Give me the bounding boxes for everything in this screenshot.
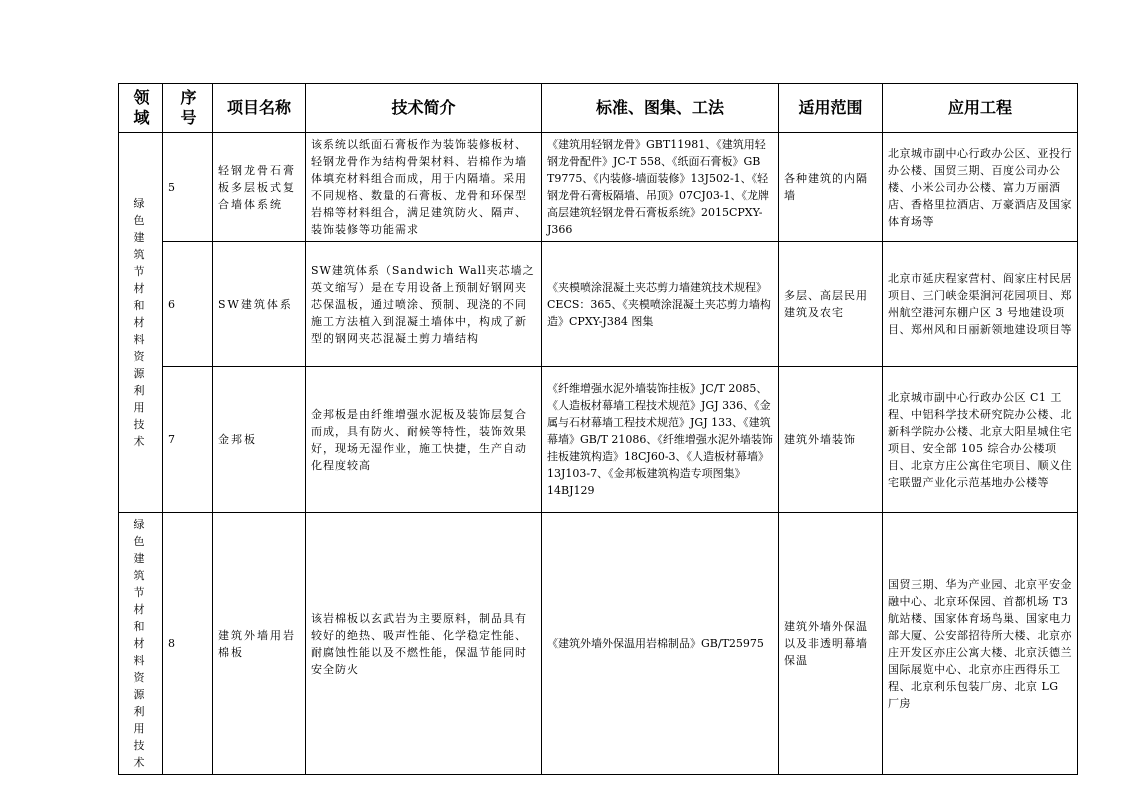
row-number: 5 — [163, 133, 213, 242]
technology-table — [118, 83, 1078, 775]
field-cell: 绿色建筑节材和材料资源利用技术 — [119, 513, 163, 775]
header-scope: 适用范围 — [779, 84, 883, 133]
tech-intro: 该岩棉板以玄武岩为主要原料，制品具有较好的绝热、吸声性能、化学稳定性能、耐腐蚀性能以及不燃性能，保温节能同时安全防火 — [306, 513, 542, 775]
standards: 《夹模喷涂混凝土夹芯剪力墙建筑技术规程》CECS：365、《夹模喷涂混凝土夹芯剪力墙构造》CPXY-J384 图集 — [542, 242, 779, 367]
projects: 北京城市副中心行政办公区 C1 工程、中铝科学技术研究院办公楼、北新科学院办公楼、北京大阳星城住宅项目、安全部 105 综合办公楼项目、北京方庄公寓住宅项目、顺义住宅联盟产业化示范基地办公楼等 — [883, 367, 1078, 513]
header-standards: 标准、图集、工法 — [542, 84, 779, 133]
table-row — [119, 133, 1078, 242]
project-name: 金邦板 — [213, 367, 306, 513]
scope: 建筑外墙外保温以及非透明幕墙保温 — [779, 513, 883, 775]
standards: 《纤维增强水泥外墙装饰挂板》JC/T 2085、《人造板材幕墙工程技术规范》JGJ 336、《金属与石材幕墙工程技术规范》JGJ 133、《建筑幕墙》GB/T 21086、《纤维增强水泥外墙装饰挂板建筑构造》18CJ60-3、《人造板材幕墙》13J103-7、《金邦板建筑构造专项图集》14BJ129 — [542, 367, 779, 513]
tech-intro: 金邦板是由纤维增强水泥板及装饰层复合而成，具有防火、耐候等特性，装饰效果好，现场无湿作业，施工快捷，生产自动化程度较高 — [306, 367, 542, 513]
project-name: SW建筑体系 — [213, 242, 306, 367]
projects: 北京城市副中心行政办公区、亚投行办公楼、国贸三期、百度公司办公楼、小米公司办公楼、富力万丽酒店、香格里拉酒店、万豪酒店及国家体育场等 — [883, 133, 1078, 242]
standards: 《建筑外墙外保温用岩棉制品》GB/T25975 — [542, 513, 779, 775]
header-project-name: 项目名称 — [213, 84, 306, 133]
scope: 多层、高层民用建筑及农宅 — [779, 242, 883, 367]
row-number: 8 — [163, 513, 213, 775]
projects: 北京市延庆程家营村、阎家庄村民居项目、三门峡金渠涧河花园项目、郑州航空港河东棚户区 3 号地建设项目、郑州风和日丽新领地建设项目等 — [883, 242, 1078, 367]
header-tech-intro: 技术简介 — [306, 84, 542, 133]
header-number: 序号 — [163, 84, 213, 133]
scope: 建筑外墙装饰 — [779, 367, 883, 513]
table-row — [119, 367, 1078, 513]
scope: 各种建筑的内隔墙 — [779, 133, 883, 242]
project-name: 轻钢龙骨石膏板多层板式复合墙体系统 — [213, 133, 306, 242]
row-number: 7 — [163, 367, 213, 513]
tech-intro: 该系统以纸面石膏板作为装饰装修板材、轻钢龙骨作为结构骨架材料、岩棉作为墙体填充材料组合而成，用于内隔墙。采用不同规格、数量的石膏板、龙骨和环保型岩棉等材料组合，满足建筑防火、隔声、装饰装修等功能需求 — [306, 133, 542, 242]
projects: 国贸三期、华为产业园、北京平安金融中心、北京环保园、首都机场 T3 航站楼、国家体育场鸟巢、国家电力部大厦、公安部招待所大楼、北京亦庄开发区亦庄公寓大楼、北京沃德兰国际展览中心、北京亦庄西得乐工程、北京利乐包装厂房、北京 LG 厂房 — [883, 513, 1078, 775]
tech-intro: SW建筑体系（Sandwich Wall夹芯墙之英文缩写）是在专用设备上预制好钢网夹芯保温板，通过喷涂、预制、现浇的不同施工方法植入到混凝土墙体中，构成了新型的钢网夹芯混凝土剪力墙结构 — [306, 242, 542, 367]
header-field: 领域 — [119, 84, 163, 133]
field-cell: 绿色建筑节材和材料资源利用技术 — [119, 133, 163, 513]
row-number: 6 — [163, 242, 213, 367]
header-row — [119, 84, 1078, 133]
header-projects: 应用工程 — [883, 84, 1078, 133]
project-name: 建筑外墙用岩棉板 — [213, 513, 306, 775]
standards: 《建筑用轻钢龙骨》GBT11981、《建筑用轻钢龙骨配件》JC-T 558、《纸面石膏板》GB T9775、《内装修-墙面装修》13J502-1、《轻钢龙骨石膏板隔墙、吊顶》07CJ03-1、《龙牌高层建筑轻钢龙骨石膏板系统》2015CPXY-J366 — [542, 133, 779, 242]
table-row — [119, 513, 1078, 775]
table-row — [119, 242, 1078, 367]
